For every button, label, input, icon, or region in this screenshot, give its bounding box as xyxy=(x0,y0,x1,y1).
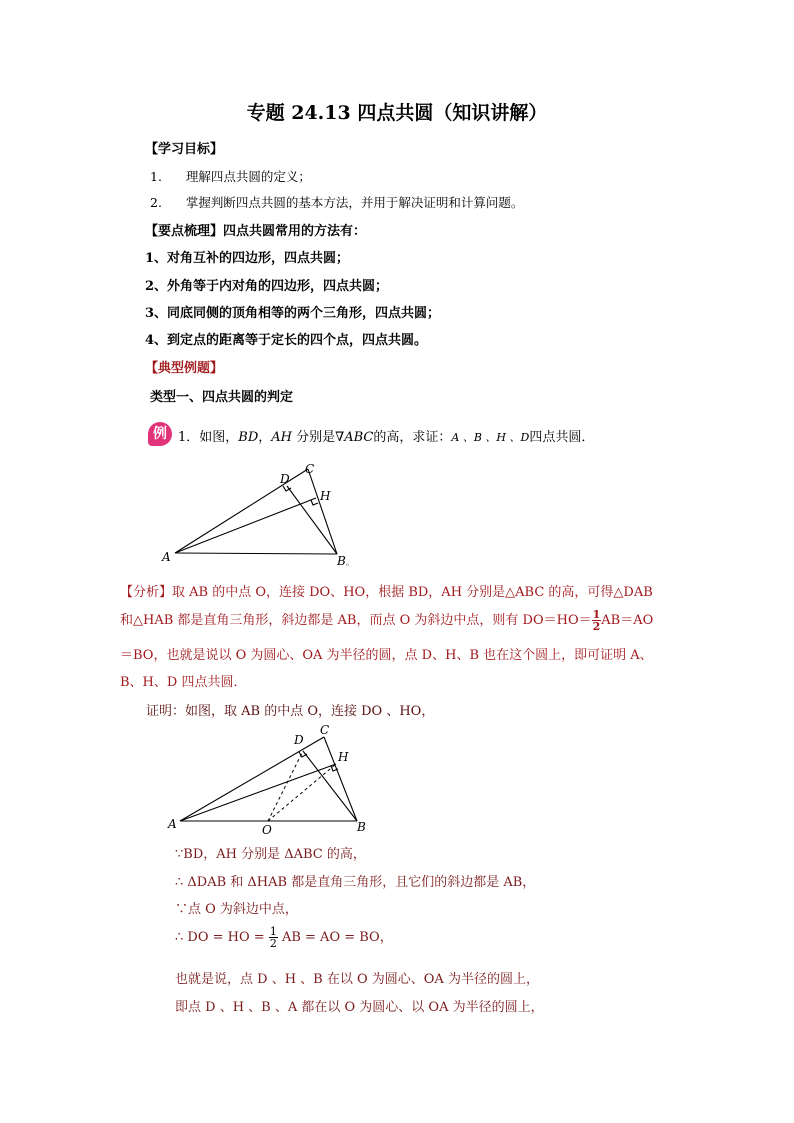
problem-text: 1．如图， xyxy=(178,430,239,445)
proof-text: ∴ DO = HO = xyxy=(175,930,265,945)
label-b: B xyxy=(357,820,366,834)
problem-text: 分别是 xyxy=(292,430,336,445)
analysis-text: 和△HAB 都是直角三角形，斜边都是 AB，而点 O 为斜边中点，则有 DO＝HO＝ xyxy=(120,613,592,628)
problem-text: 的高，求证： xyxy=(373,430,452,445)
page-title: 专题 24.13 四点共圆（知识讲解） xyxy=(246,102,548,124)
proof-line xyxy=(175,926,393,949)
label-d: D xyxy=(294,733,304,747)
label-o: O xyxy=(262,823,272,837)
label-a: A xyxy=(162,550,171,564)
label-c: C xyxy=(305,462,315,476)
example-badge: 例 xyxy=(148,422,172,446)
method-item: 4、到定点的距离等于定长的四个点，四点共圆。 xyxy=(145,333,428,348)
proof-line: 也就是说，点 D 、H 、B 在以 O 为圆心、OA 为半径的圆上， xyxy=(175,972,539,987)
type1-heading: 类型一、四点共圆的判定 xyxy=(150,390,294,405)
goal-text: 理解四点共圆的定义； xyxy=(185,169,311,184)
triangle-abc: ∇ABC xyxy=(335,430,374,445)
label-dot: 。 xyxy=(346,558,354,567)
fraction-denominator: 2 xyxy=(269,937,277,950)
problem-statement xyxy=(178,426,594,445)
proof-line: ∵点 O 为斜边中点， xyxy=(175,902,298,917)
label-b: B xyxy=(337,554,346,568)
methods-heading: 【要点梳理】四点共圆常用的方法有： xyxy=(145,224,367,239)
points-list: A 、B 、H 、D xyxy=(451,431,530,444)
examples-heading: 【典型例题】 xyxy=(145,361,224,376)
segment-ah: AH xyxy=(271,430,293,445)
fraction-half xyxy=(269,926,278,949)
fraction-numerator: 1 xyxy=(269,925,277,938)
label-h: H xyxy=(320,489,331,503)
problem-text: 四点共圆． xyxy=(529,430,595,445)
problem-text: ， xyxy=(258,430,272,445)
method-item: 2、外角等于内对角的四边形，四点共圆； xyxy=(145,279,389,294)
proof-text: AB = AO = BO， xyxy=(281,930,393,945)
proof-intro: 证明：如图，取 AB 的中点 O，连接 DO 、HO， xyxy=(146,704,435,719)
analysis-text: AB＝AO xyxy=(601,613,654,628)
goal-item xyxy=(150,193,523,211)
analysis-line: ＝BO，也就是说以 O 为圆心、OA 为半径的圆，点 D、H、B 也在这个圆上，即可证明 A、 xyxy=(120,648,653,663)
fraction-half xyxy=(592,609,602,632)
label-d: D xyxy=(280,472,290,486)
figure-2-triangle xyxy=(160,718,390,843)
proof-line: ∵BD，AH 分别是 ΔABC 的高， xyxy=(175,847,366,862)
goal-number: 1. xyxy=(150,169,162,184)
label-h: H xyxy=(338,750,349,764)
label-c: C xyxy=(320,723,330,737)
segment-bd: BD xyxy=(238,430,259,445)
goals-heading: 【学习目标】 xyxy=(145,142,224,157)
proof-line: 即点 D 、H 、B 、A 都在以 O 为圆心、以 OA 为半径的圆上， xyxy=(175,1000,544,1015)
label-a: A xyxy=(168,817,177,831)
proof-line: ∴ ΔDAB 和 ΔHAB 都是直角三角形，且它们的斜边都是 AB， xyxy=(175,875,536,890)
goal-item xyxy=(150,167,311,185)
method-item: 3、同底同侧的顶角相等的两个三角形，四点共圆； xyxy=(145,306,441,321)
fraction-denominator: 2 xyxy=(592,620,601,633)
goal-text: 掌握判断四点共圆的基本方法，并用于解决证明和计算问题。 xyxy=(185,195,524,210)
method-item: 1、对角互补的四边形，四点共圆； xyxy=(145,251,350,266)
analysis-line xyxy=(120,609,653,632)
goal-number: 2. xyxy=(150,195,162,210)
analysis-line: B、H、D 四点共圆． xyxy=(120,675,247,690)
analysis-line: 【分析】取 AB 的中点 O，连接 DO、HO，根据 BD，AH 分别是△ABC 的高，可得△DAB xyxy=(120,585,653,600)
figure-1-triangle xyxy=(150,455,370,575)
fraction-numerator: 1 xyxy=(592,608,601,621)
